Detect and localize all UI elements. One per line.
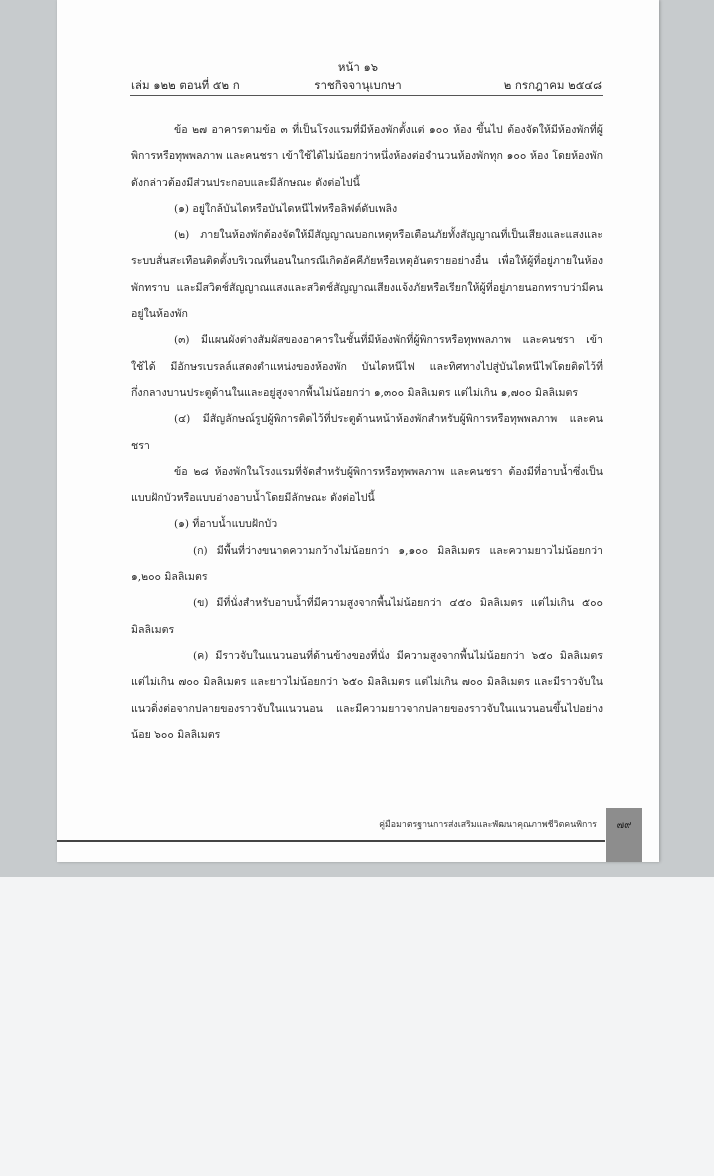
footer-label: คู่มือมาตรฐานการส่งเสริมและพัฒนาคุณภาพชีวิตคนพิการ: [379, 820, 597, 830]
clause-27: ข้อ ๒๗ อาคารตามข้อ ๓ ที่เป็นโรงแรมที่มีห้องพักตั้งแต่ ๑๐๐ ห้อง ขึ้นไป ต้องจัดให้มีห้องพักที่ผู้พิการหรือทุพพลภาพ และคนชรา เข้าใช้ได้ไม่น้อยกว่าหนึ่งห้องต่อจำนวนห้องพักทุก ๑๐๐ ห้อง โดยห้องพักดังกล่าวต้องมีส่วนประกอบและมีลักษณะ ดังต่อไปนี้: [131, 124, 603, 189]
publication-date: ๒ กรกฎาคม ๒๕๔๘: [503, 78, 602, 92]
page-number-tab: [606, 808, 642, 862]
clause-27-item-2: (๒) ภายในห้องพักต้องจัดให้มีสัญญาณบอกเหตุหรือเตือนภัยทั้งสัญญาณที่เป็นเสียงและแสงและระบบสั่นสะเทือนติดตั้งบริเวณที่นอนในกรณีเกิดอัคคีภัยหรือเหตุอันตรายอย่างอื่น เพื่อให้ผู้ที่อยู่ภายในห้องพักทราบ และมีสวิตช์สัญญาณแสงและสวิตช์สัญญาณเสียงแจ้งภัยหรือเรียกให้ผู้ที่อยู่ภายนอกทราบว่ามีคนอยู่ในห้องพัก: [131, 229, 603, 321]
page-number: หน้า ๑๖: [337, 60, 379, 74]
clause-28-item-1a: (ก) มีพื้นที่ว่างขนาดความกว้างไม่น้อยกว่า ๑,๑๐๐ มิลลิเมตร และความยาวไม่น้อยกว่า ๑,๒๐๐ มิลลิเมตร: [131, 544, 603, 584]
footer-rule: [57, 840, 605, 842]
clause-28-item-1c: (ค) มีราวจับในแนวนอนที่ด้านข้างของที่นั่ง มีความสูงจากพื้นไม่น้อยกว่า ๖๕๐ มิลลิเมตร แต่ไม่เกิน ๗๐๐ มิลลิเมตร และยาวไม่น้อยกว่า ๖๕๐ มิลลิเมตร แต่ไม่เกิน ๗๐๐ มิลลิเมตร และมีราวจับในแนวดิ่งต่อจากปลายของราวจับในแนวนอน และมีความยาวจากปลายของราวจับในแนวนอนขึ้นไปอย่างน้อย ๖๐๐ มิลลิเมตร: [131, 649, 603, 741]
footer-page-number: ๗๙: [616, 820, 632, 831]
clause-27-item-1: (๑) อยู่ใกล้บันไดหรือบันไดหนีไฟหรือลิฟต์ดับเพลิง: [174, 202, 398, 215]
clause-28-item-1: (๑) ที่อาบน้ำแบบฝักบัว: [174, 518, 278, 531]
clause-27-item-4: (๔) มีสัญลักษณ์รูปผู้พิการติดไว้ที่ประตูด้านหน้าห้องพักสำหรับผู้พิการหรือทุพพลภาพ และคนชรา: [131, 413, 603, 452]
volume-issue: เล่ม ๑๒๒ ตอนที่ ๕๒ ก: [131, 78, 240, 92]
clause-27-item-3: (๓) มีแผนผังต่างสัมผัสของอาคารในชั้นที่มีห้องพักที่ผู้พิการหรือทุพพลภาพ และคนชรา เข้าใช้ได้ มีอักษรเบรลล์แสดงตำแหน่งของห้องพัก บันไดหนีไฟ และทิศทางไปสู่บันไดหนีไฟโดยติดไว้ที่กึ่งกลางบานประตูด้านในและอยู่สูงจากพื้นไม่น้อยกว่า ๑,๓๐๐ มิลลิเมตร แต่ไม่เกิน ๑,๗๐๐ มิลลิเมตร: [131, 334, 603, 399]
clause-28: ข้อ ๒๘ ห้องพักในโรงแรมที่จัดสำหรับผู้พิการหรือทุพพลภาพ และคนชรา ต้องมีที่อาบน้ำซึ่งเป็นแบบฝักบัวหรือแบบอ่างอาบน้ำโดยมีลักษณะ ดังต่อไปนี้: [131, 465, 603, 505]
document-body: [131, 117, 603, 748]
document-page: [57, 0, 659, 862]
gazette-name: ราชกิจจานุเบกษา: [314, 78, 402, 92]
clause-28-item-1b: (ข) มีที่นั่งสำหรับอาบน้ำที่มีความสูงจากพื้นไม่น้อยกว่า ๔๕๐ มิลลิเมตร แต่ไม่เกิน ๕๐๐ มิลลิเมตร: [131, 597, 603, 636]
header-rule: [130, 95, 603, 96]
